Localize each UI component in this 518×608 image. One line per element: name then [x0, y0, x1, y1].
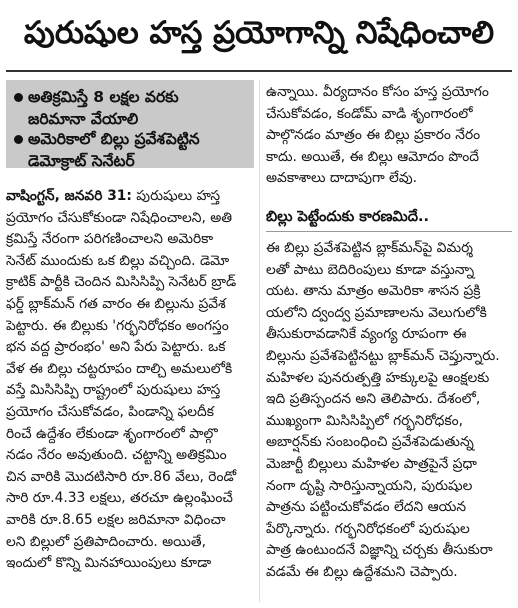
subheading-rule [266, 231, 512, 232]
article-line: తీసుకురావడానికే వ్యంగ్య రూపంగా ఈ [266, 326, 467, 343]
article-line: పాల్గొనడం మాత్రం ఈ బిల్లు ప్రకారం నేరం [266, 127, 481, 144]
right-column-top [266, 82, 512, 190]
article-line: చేసుకోవడం, కండోమ్ వాడి శృంగారంలో [266, 105, 473, 122]
bullet-icon [14, 93, 23, 102]
highlight-text: అమెరికాలో బిల్లు ప్రవేశపెట్టిన డెమోక్రాట్ సెనేటర్ [28, 130, 200, 170]
subheading: బిల్లు పెట్టేందుకు కారణమిదే.. [266, 209, 430, 225]
bullet-icon [14, 135, 23, 144]
article-line: సెనేట్ ముందుకు ఒక బిల్లు వచ్చింది. డెమో [6, 252, 230, 269]
article-line: పాత్ర ఉంటుందనే విజ్ఞాన్ని చర్చకు తీసుకురా [266, 542, 493, 559]
article-line: నడం నేరం అవుతుంది. చట్టాన్ని అతిక్రమిం [6, 447, 227, 464]
article-line: కాదు. అయితే, ఈ బిల్లు ఆమోదం పొందే [266, 148, 479, 165]
highlight-text: అతిక్రమిస్తే 8 లక్షల వరకు జరిమానా వేయాలి [28, 88, 179, 128]
headline-rule [6, 70, 512, 72]
article-line: ముఖ్యంగా మిసిసిప్పిలో గర్భనిరోధకం, [266, 412, 463, 429]
article-line: పెట్టారు. ఈ బిల్లుకు 'గర్భనిరోధకం అంగస్తం [6, 317, 229, 334]
dateline: వాషింగ్టన్, జనవరి 31: [6, 188, 132, 204]
article-line: లని బిల్లులో ప్రతిపాదించారు. అయితే, [6, 533, 207, 550]
article-line: మెజార్టీ బిల్లులు మహిళల పాత్రపైనే ప్రధా [266, 455, 477, 472]
article-line [6, 186, 254, 208]
article-line: అబార్షన్‌కు సంబంధించి ప్రవేశపెడుతున్న [266, 434, 474, 451]
article-line: చిన వారికి మొదటిసారి రూ.86 వేలు, రెండో [6, 468, 237, 485]
article-line: క్రమిస్తే నేరంగా పరిగణించాలని అమెరికా [6, 231, 214, 248]
article-line: నంగా దృష్టి సారిస్తున్నాయని, పురుషుల [266, 477, 473, 494]
article-line: వారికి రూ.8.65 లక్షల జరిమానా విధించా [6, 511, 226, 528]
article-line: లతో పాటు బెదిరింపులు కూడా వస్తున్నా [266, 261, 475, 278]
article-line: సారి రూ.4.33 లక్షలు, తరచూ ఉల్లంఘించే [6, 490, 233, 507]
right-column-bottom [266, 238, 512, 584]
article-line: యట. తాను మాత్రం అమెరికా శాసన ప్రక్రి [266, 283, 481, 300]
article-line: పాత్రను పట్టించుకోవడం లేదని ఆయన [266, 499, 467, 516]
article-line: భన వద్ద ప్రారంభం' అని పేరు పెట్టారు. ఒక [6, 339, 226, 356]
article-line: అవకాశాలు దాదాపుగా లేవు. [266, 170, 417, 187]
article-text: పురుషులు హస్త [131, 188, 221, 204]
column-divider [259, 80, 260, 602]
article-line: వడమే ఈ బిల్లు ఉద్దేశమని చెప్పారు. [266, 563, 458, 580]
left-column [6, 186, 254, 575]
article-line: మహిళల పునరుత్పత్తి హక్కులపై ఆంక్షలకు [266, 369, 490, 386]
article-line: యలోని ద్వంద్వ ప్రమాణాలను వెలుగులోకి [266, 304, 487, 321]
article-line: ప్రయోగం చేసుకోకుండా నిషేధించాలని, అతి [6, 209, 233, 226]
article-line: ఈ బిల్లు ప్రవేశపెట్టిన బ్లాక్‌మన్‌పై విమర్శ [266, 240, 473, 256]
article-line: ఇందులో కొన్ని మినహాయింపులు కూడా [6, 555, 212, 572]
article-line: బిల్లును ప్రవేశపెట్టినట్టు బ్లాక్‌మన్ చెప్తున్నారు. [266, 347, 500, 364]
article-line: క్రాటిక్ పార్టీకి చెందిన మిసిసిప్పి సెనేటర్ బ్రాడ్ [6, 274, 237, 291]
article-line: ప్రయోగం చేసుకోవడం, పిండాన్ని ఫలదీక [6, 403, 214, 420]
article-line: పేర్కొన్నారు. గర్భనిరోధకంలో పురుషుల [266, 520, 470, 537]
article-line: వస్తే మిసిసిప్పి రాష్ట్రంలో పురుషులు హస్త [6, 382, 221, 399]
article-line: వేళ ఈ బిల్లు చట్టరూపం దాల్చి అమలులోకి [6, 360, 233, 377]
highlights-box [6, 80, 254, 168]
article-line: రించే ఉద్దేశం లేకుండా శృంగారంలో పాల్గొ [6, 425, 218, 442]
headline: పురుషుల హస్త ప్రయోగాన్ని నిషేధించాలి [23, 15, 495, 51]
article-line: ఇది ప్రతిస్పందన అని తెలిపారు. దేశంలో, [266, 391, 481, 408]
article-line: ఉన్నాయి. వీర్యదానం కోసం హస్త ప్రయోగం [266, 84, 489, 100]
article-line: ఫర్డ్ బ్లాక్‌మన్ గత వారం ఈ బిల్లును ప్రవేశ [6, 295, 226, 312]
